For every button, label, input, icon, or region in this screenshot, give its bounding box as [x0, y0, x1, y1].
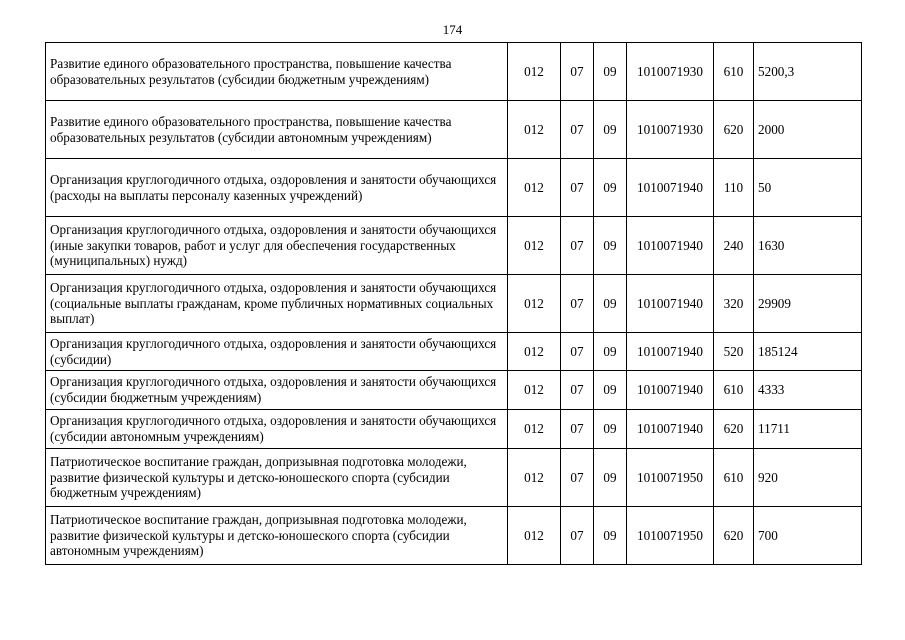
table-row	[46, 507, 862, 565]
section-code-cell: 07	[561, 507, 594, 565]
table-row	[46, 371, 862, 410]
ministry-code-cell: 012	[508, 371, 561, 410]
expense-name-cell: Организация круглогодичного отдыха, оздоровления и занятости обучающихся (расходы на выплаты персоналу казенных учреждений)	[46, 159, 508, 217]
section-code-cell: 07	[561, 333, 594, 371]
table-row	[46, 217, 862, 275]
target-article-cell: 1010071940	[627, 333, 714, 371]
expense-name-cell: Организация круглогодичного отдыха, оздоровления и занятости обучающихся (субсидии)	[46, 333, 508, 371]
subsection-code-cell: 09	[594, 275, 627, 333]
expense-type-cell: 610	[714, 43, 754, 101]
ministry-code-cell: 012	[508, 333, 561, 371]
table-row	[46, 449, 862, 507]
expense-name-cell: Развитие единого образовательного пространства, повышение качества образовательных результатов (субсидии бюджетным учреждениям)	[46, 43, 508, 101]
ministry-code-cell: 012	[508, 449, 561, 507]
target-article-cell: 1010071940	[627, 371, 714, 410]
ministry-code-cell: 012	[508, 217, 561, 275]
section-code-cell: 07	[561, 275, 594, 333]
subsection-code-cell: 09	[594, 333, 627, 371]
subsection-code-cell: 09	[594, 217, 627, 275]
expense-name-cell: Организация круглогодичного отдыха, оздоровления и занятости обучающихся (социальные выплаты гражданам, кроме публичных нормативных социальных выплат)	[46, 275, 508, 333]
subsection-code-cell: 09	[594, 410, 627, 449]
subsection-code-cell: 09	[594, 449, 627, 507]
table-row	[46, 333, 862, 371]
amount-cell: 4333	[754, 371, 862, 410]
amount-cell: 2000	[754, 101, 862, 159]
amount-cell: 185124	[754, 333, 862, 371]
expense-name-cell: Развитие единого образовательного пространства, повышение качества образовательных результатов (субсидии автономным учреждениям)	[46, 101, 508, 159]
expense-name-cell: Организация круглогодичного отдыха, оздоровления и занятости обучающихся (иные закупки товаров, работ и услуг для обеспечения государственных (муниципальных) нужд)	[46, 217, 508, 275]
section-code-cell: 07	[561, 217, 594, 275]
table-row	[46, 43, 862, 101]
section-code-cell: 07	[561, 159, 594, 217]
target-article-cell: 1010071940	[627, 217, 714, 275]
expense-type-cell: 240	[714, 217, 754, 275]
subsection-code-cell: 09	[594, 159, 627, 217]
expense-type-cell: 620	[714, 507, 754, 565]
page-number: 174	[442, 22, 463, 37]
budget-table	[45, 42, 862, 565]
ministry-code-cell: 012	[508, 507, 561, 565]
amount-cell: 29909	[754, 275, 862, 333]
section-code-cell: 07	[561, 449, 594, 507]
expense-type-cell: 610	[714, 371, 754, 410]
section-code-cell: 07	[561, 410, 594, 449]
expense-name-cell: Организация круглогодичного отдыха, оздоровления и занятости обучающихся (субсидии автономным учреждениям)	[46, 410, 508, 449]
table-row	[46, 410, 862, 449]
target-article-cell: 1010071940	[627, 410, 714, 449]
table-row	[46, 101, 862, 159]
amount-cell: 50	[754, 159, 862, 217]
amount-cell: 700	[754, 507, 862, 565]
subsection-code-cell: 09	[594, 507, 627, 565]
expense-type-cell: 110	[714, 159, 754, 217]
expense-name-cell: Патриотическое воспитание граждан, допризывная подготовка молодежи, развитие физической культуры и детско-юношеского спорта (субсидии бюджетным учреждениям)	[46, 449, 508, 507]
target-article-cell: 1010071940	[627, 275, 714, 333]
target-article-cell: 1010071930	[627, 101, 714, 159]
section-code-cell: 07	[561, 101, 594, 159]
expense-type-cell: 610	[714, 449, 754, 507]
ministry-code-cell: 012	[508, 101, 561, 159]
ministry-code-cell: 012	[508, 159, 561, 217]
target-article-cell: 1010071950	[627, 449, 714, 507]
amount-cell: 1630	[754, 217, 862, 275]
subsection-code-cell: 09	[594, 371, 627, 410]
target-article-cell: 1010071930	[627, 43, 714, 101]
amount-cell: 920	[754, 449, 862, 507]
amount-cell: 5200,3	[754, 43, 862, 101]
expense-type-cell: 320	[714, 275, 754, 333]
ministry-code-cell: 012	[508, 275, 561, 333]
subsection-code-cell: 09	[594, 101, 627, 159]
expense-type-cell: 620	[714, 101, 754, 159]
expense-name-cell: Организация круглогодичного отдыха, оздоровления и занятости обучающихся (субсидии бюджетным учреждениям)	[46, 371, 508, 410]
section-code-cell: 07	[561, 371, 594, 410]
expense-type-cell: 520	[714, 333, 754, 371]
table-row	[46, 275, 862, 333]
expense-type-cell: 620	[714, 410, 754, 449]
target-article-cell: 1010071950	[627, 507, 714, 565]
ministry-code-cell: 012	[508, 43, 561, 101]
expense-name-cell: Патриотическое воспитание граждан, допризывная подготовка молодежи, развитие физической культуры и детско-юношеского спорта (субсидии автономным учреждениям)	[46, 507, 508, 565]
table-row	[46, 159, 862, 217]
amount-cell: 11711	[754, 410, 862, 449]
section-code-cell: 07	[561, 43, 594, 101]
target-article-cell: 1010071940	[627, 159, 714, 217]
ministry-code-cell: 012	[508, 410, 561, 449]
subsection-code-cell: 09	[594, 43, 627, 101]
